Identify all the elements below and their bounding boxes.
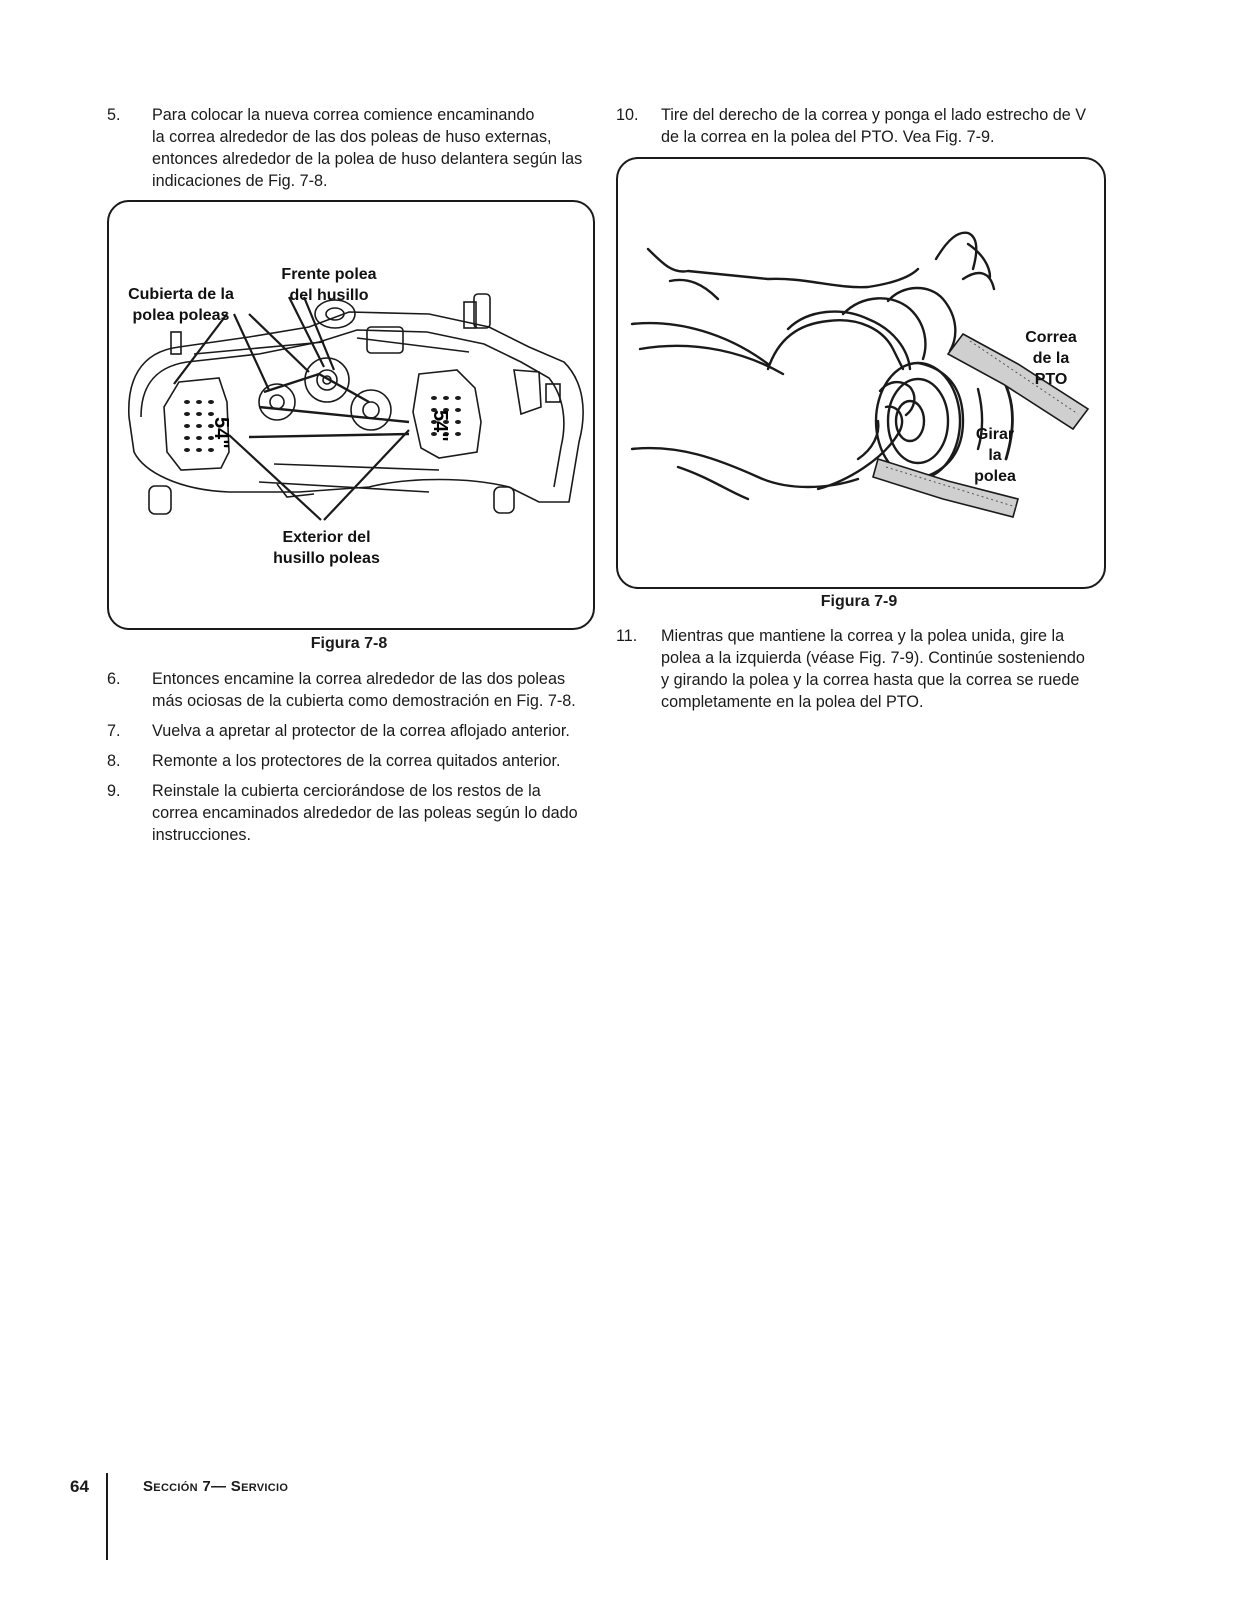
step-number: 7.: [107, 722, 121, 740]
step-9: [107, 780, 607, 846]
step-10: [616, 104, 1126, 148]
step-line: Reinstale la cubierta cerciorándose de los restos de la: [152, 782, 541, 800]
step-line: Remonte a los protectores de la correa quitados anterior.: [152, 752, 561, 770]
callout-line: PTO: [1034, 371, 1068, 388]
step-line: correa encaminados alrededor de las poleas según lo dado: [152, 804, 578, 822]
callout-line: Frente polea: [281, 266, 377, 283]
step-7: [107, 720, 607, 742]
step-number: 6.: [107, 670, 121, 688]
step-line: Mientras que mantiene la correa y la polea unida, gire la: [661, 627, 1065, 645]
callout-line: Correa: [1025, 329, 1077, 346]
step-line: la correa alrededor de las dos poleas de huso externas,: [152, 128, 552, 146]
step-number: 9.: [107, 782, 121, 800]
figure-7-9-box: [616, 157, 1106, 589]
step-line: instrucciones.: [152, 826, 251, 844]
step-number: 5.: [107, 106, 121, 124]
callout-line: Exterior del: [282, 529, 371, 546]
deck-size-mark: 54": [429, 410, 451, 442]
callout-line: la: [988, 447, 1002, 464]
step-number: 11.: [616, 627, 638, 645]
callout-line: del husillo: [289, 287, 369, 304]
figure-7-8-box: [107, 200, 595, 630]
step-11: [616, 625, 1126, 713]
callout-line: de la: [1032, 350, 1070, 367]
figure-7-9-caption: Figura 7-9: [820, 593, 898, 610]
callout-spindle-cover: [117, 284, 245, 326]
deck-size-mark: 54": [210, 417, 232, 449]
section-title: Sección 7— Servicio: [143, 1478, 289, 1495]
step-line: Entonces encamine la correa alrededor de las dos poleas: [152, 670, 566, 688]
step-8: [107, 750, 607, 772]
step-6: [107, 668, 607, 712]
step-line: de la correa en la polea del PTO. Vea Fig. 7-9.: [661, 128, 995, 146]
step-line: y girando la polea y la correa hasta que la correa se ruede: [661, 671, 1080, 689]
page-number: 64: [70, 1477, 89, 1496]
step-line: completamente en la polea del PTO.: [661, 693, 924, 711]
figure-7-8-caption: Figura 7-8: [310, 635, 388, 652]
step-line: Tire del derecho de la correa y ponga el lado estrecho de V: [661, 106, 1087, 124]
step-line: Vuelva a apretar al protector de la correa aflojado anterior.: [152, 722, 570, 740]
steps-6-9: [107, 668, 607, 846]
callout-outer-spindle-pulleys: [259, 527, 394, 569]
callout-line: Girar: [975, 426, 1015, 443]
step-5: [107, 104, 607, 192]
callout-turn-pulley: [960, 424, 1030, 487]
step-line: más ociosas de la cubierta como demostración en Fig. 7-8.: [152, 692, 576, 710]
callout-line: Cubierta de la: [128, 286, 234, 303]
step-line: Para colocar la nueva correa comience encaminando: [152, 106, 535, 124]
step-line: entonces alrededor de la polea de huso delantera según las: [152, 150, 583, 168]
callout-line: husillo poleas: [273, 550, 380, 567]
callout-front-spindle-pulley: [264, 264, 394, 306]
callout-line: polea poleas: [132, 307, 230, 324]
footer-divider: [106, 1473, 108, 1560]
step-line: indicaciones de Fig. 7-8.: [152, 172, 328, 190]
callout-pto-belt: [1016, 327, 1086, 390]
step-number: 10.: [616, 106, 639, 124]
callout-line: polea: [974, 468, 1016, 485]
step-line: polea a la izquierda (véase Fig. 7-9). Continúe sosteniendo: [661, 649, 1085, 667]
step-number: 8.: [107, 752, 121, 770]
